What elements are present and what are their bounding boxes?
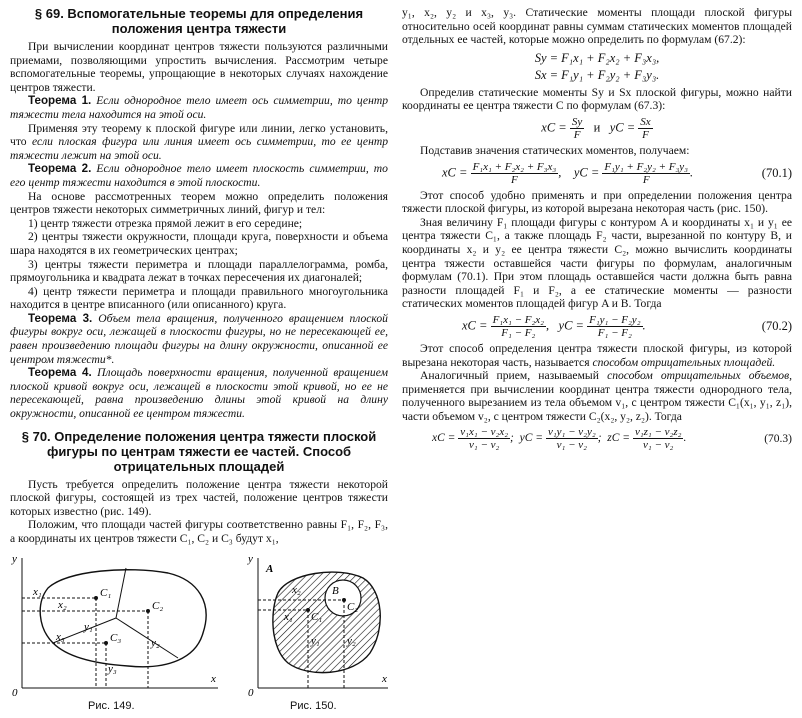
paragraph: y₁, x₂, y₂ и x₃, y₃. Статические моменты площади плоской фигуры относительно осей координат равны суммам статических моментов площадей отдельных ее частей, которые можно определить по формулам (67.2): xyxy=(402,6,792,47)
formula-lhs: yC = xyxy=(558,318,584,333)
fraction xyxy=(546,426,598,451)
denominator: F xyxy=(642,128,649,141)
formula-body: xC = $\frac{\text{F₁x₁ + F₂x₂ + F₃x₃}}{F}$ , yC = $\frac{\text{F₁y₁ + F₂y₂ + F₃y₃}}{F}$ . xyxy=(442,160,694,186)
numerator: Sx xyxy=(640,115,651,128)
fraction xyxy=(587,314,642,339)
formula-lhs: yC = xyxy=(573,164,600,179)
theorem-label: Теорема 3. xyxy=(28,311,93,325)
label-y2: y₂ xyxy=(347,635,356,647)
numerator: Sy xyxy=(571,115,583,128)
denominator: F xyxy=(511,173,518,186)
list-item: 2) центры тяжести окружности, площади круга, поверхности и объема шара находятся в их геометрических центрах; xyxy=(10,230,388,257)
list-item: 4) центр тяжести периметра и площади правильного многоугольника находится в центре вписанного (или описанного) круга. xyxy=(10,284,388,312)
paragraph: Положим, что площади частей фигуры соответственно равны F₁, F₂, F₃, а координаты их центров тяжести C₁, C₂ и C₃ будут x₁, xyxy=(10,518,388,545)
label-c1: C₁ xyxy=(100,587,112,599)
figure-149-drawing xyxy=(11,553,218,698)
paragraph xyxy=(402,369,792,423)
axis-label-y: y xyxy=(12,553,17,565)
text-span: Применяя эту теорему к плоской фигуре или линии, легко установить, что xyxy=(10,121,388,149)
paragraph xyxy=(10,122,388,163)
figures xyxy=(8,548,393,718)
paragraph xyxy=(402,342,792,369)
list-item: 1) центр тяжести отрезка прямой лежит в его середине; xyxy=(28,216,303,230)
text-span: Этот способ определения центра тяжести плоской фигуры, из которой вырезана некоторая часть, называется xyxy=(402,341,792,369)
label-y1: y₁ xyxy=(311,635,320,647)
text-span: Аналогичный прием, называемый xyxy=(420,369,599,383)
denominator: v₁ − v₂ xyxy=(643,439,674,452)
centroid-point xyxy=(94,596,98,600)
centroid-point xyxy=(342,598,346,602)
theorem-label: Теорема 1. xyxy=(28,94,92,108)
label-c2: C₂ xyxy=(347,601,359,613)
label-x2: x₂ xyxy=(292,584,301,596)
theorem-label: Теорема 2. xyxy=(28,162,92,176)
formula-lhs: yC = xyxy=(519,432,544,445)
numerator: F₁x₁ − F₂x₂ xyxy=(492,313,545,326)
axis-origin: 0 xyxy=(12,687,18,698)
theorem-1 xyxy=(10,94,388,121)
numerator: v₁z₁ − v₂z₂ xyxy=(634,426,682,439)
emphasis-span: если плоская фигура или линия имеет ось симметрии, то ее центр тяжести лежит на этой оси. xyxy=(10,135,388,162)
equation-number: (70.2) xyxy=(761,319,792,334)
centroid-point xyxy=(306,608,310,612)
axis-origin: 0 xyxy=(248,687,254,698)
axis-label-y: y xyxy=(248,553,253,565)
paragraph: Этот способ удобно применять и при определении положения центра тяжести плоской фигуры, из которой вырезана некоторая часть (рис. 150). xyxy=(402,188,792,216)
formula-lhs: yC = xyxy=(609,120,636,135)
text-span: применяется при вычислении координат центра тяжести однородного тела, полученного вырезанием из тела объемом v₁, с центром тяжести C₁(x₁, y₁, z₁), части объемом v₂, с центром тяжести C₂(x₂, y₂, z₂). Тогда xyxy=(402,382,792,423)
formula-70-2 xyxy=(402,314,792,339)
label-x1: x₁ xyxy=(33,586,42,598)
right-column xyxy=(402,6,792,454)
numerator: v₁x₁ − v₂x₂ xyxy=(460,426,509,439)
partition-line xyxy=(116,618,178,658)
numerator: v₁y₁ − v₂y₂ xyxy=(547,426,596,439)
paragraph: На основе рассмотренных теорем можно определить положения центров тяжести некоторых симметричных линий, фигур и тел: xyxy=(10,189,388,217)
formula-body: xC = $\frac{\text{v₁x₁ − v₂x₂}}{\text{v₁ − v₂}}$ ; yC = $\frac{\text{v₁y₁ − v₂y₂}}{\text{v₁ − v₂}}$ ; zC = $\frac{\text{v₁z₁ − v₂z₂}}{\text{v₁ − v₂}}$ . xyxy=(432,426,687,452)
denominator: F₁ − F₂ xyxy=(597,326,632,339)
theorem-label: Теорема 4. xyxy=(28,366,92,380)
caption-150: Рис. 150. xyxy=(290,700,337,712)
label-y3: y₃ xyxy=(108,663,117,675)
emphasis-span: способом отрицательных площадей. xyxy=(592,355,776,369)
fraction xyxy=(638,116,652,141)
numerator: F₁y₁ + F₂y₂ + F₃y₃ xyxy=(604,160,688,173)
axis-label-x: x xyxy=(211,673,216,685)
fraction xyxy=(491,314,546,339)
denominator: F xyxy=(573,128,581,141)
denominator: v₁ − v₂ xyxy=(556,439,587,452)
formula-67-2-b: Sx = F₁y₁ + F₂y₂ + F₃y₃. xyxy=(534,67,660,82)
formula-lhs: xC = xyxy=(462,318,488,333)
paragraph: Определив статические моменты Sy и Sx плоской фигуры, можно найти координаты ее центра тяжести C по формулам (67.3): xyxy=(402,85,792,113)
label-c1: C₁ xyxy=(311,611,323,623)
label-x2: x₂ xyxy=(58,599,67,611)
fraction xyxy=(633,426,684,451)
emphasis-span: способом отрицательных объемов, xyxy=(607,369,792,383)
equation-number: (70.3) xyxy=(764,432,792,445)
formula-lhs: xC = xyxy=(442,164,468,179)
paragraph: Пусть требуется определить положение центра тяжести некоторой плоской фигуры, состоящей из трех частей, положение центров тяжести которых известно (рис. 149). xyxy=(10,477,388,518)
numerator: F₁x₁ + F₂x₂ + F₃x₃ xyxy=(472,160,557,173)
label-x3: x₃ xyxy=(56,631,65,643)
theorem-3 xyxy=(10,312,388,366)
centroid-point xyxy=(104,641,108,645)
list-item: 3) центры тяжести периметра и площади параллелограмма, ромба, прямоугольника и квадрата лежат в точках пересечения их диагоналей; xyxy=(10,257,388,285)
numerator: F₁y₁ − F₂y₂ xyxy=(589,313,641,326)
fraction xyxy=(458,426,510,451)
label-y2: y₂ xyxy=(151,637,160,649)
formula-67-3 xyxy=(402,116,792,141)
denominator: v₁ − v₂ xyxy=(469,439,500,452)
formula-67-2-a: Sy = F₁x₁ + F₂x₂ + F₃x₃, xyxy=(534,50,660,65)
theorem-text: Площадь поверхности вращения, полученной вращением плоской кривой вокруг оси, лежащей в плоскости этой кривой, но ее не пересекающей, равна произведению длины этой кривой на длину окружности, описанной ее центром тяжести. xyxy=(10,366,388,421)
section-69-title: § 69. Вспомогательные теоремы для определения положения центра тяжести xyxy=(34,6,364,36)
paragraph: Подставив значения статических моментов, получаем: xyxy=(420,143,690,157)
fraction xyxy=(602,161,690,186)
label-x1: x₁ xyxy=(284,611,293,623)
caption-149: Рис. 149. xyxy=(88,700,135,712)
axis-label-x: x xyxy=(382,673,387,685)
section-70-title: § 70. Определение положения центра тяжести плоской фигуры по центрам тяжести ее частей. Способ отрицательных площадей xyxy=(21,428,377,474)
denominator: F₁ − F₂ xyxy=(501,326,536,339)
conjunction: и xyxy=(593,120,601,135)
theorem-text: Если однородное тело имеет ось симметрии, то центр тяжести тела находится на этой оси. xyxy=(10,94,388,121)
theorem-text: Объем тела вращения, полученного вращением плоской фигуры вокруг оси, лежащей в плоскости фигуры, но не пересекающей ее, равен произведению площади фигуры на длину окружности, описанной ее центром тяжести*. xyxy=(10,311,388,366)
label-a: A xyxy=(266,563,274,575)
formula-lhs: xC = xyxy=(541,120,567,135)
fraction xyxy=(471,161,559,186)
theorem-text: Если однородное тело имеет плоскость симметрии, то его центр тяжести находится в этой плоскости. xyxy=(10,162,388,189)
label-c3: C₃ xyxy=(110,632,122,644)
formula-lhs: xC = xyxy=(432,432,456,445)
theorem-2 xyxy=(10,162,388,189)
label-c2: C₂ xyxy=(152,600,164,612)
equation-number: (70.1) xyxy=(761,166,792,181)
denominator: F xyxy=(642,173,650,186)
label-b: B xyxy=(332,585,339,597)
formula-body: xC = $\frac{\text{F₁x₁ − F₂x₂}}{\text{F₁ − F₂}}$ , yC = $\frac{\text{F₁y₁ − F₂y₂}}{\text{F₁ − F₂}}$ . xyxy=(462,313,646,339)
figure-150-drawing xyxy=(247,553,388,698)
label-y1: y₁ xyxy=(84,621,93,633)
centroid-point xyxy=(146,609,150,613)
theorem-4 xyxy=(10,366,388,420)
fraction xyxy=(570,116,584,141)
figure-149-150 xyxy=(8,548,393,698)
formula-70-3 xyxy=(402,426,792,451)
formula-lhs: zC = xyxy=(607,432,631,445)
left-column xyxy=(10,6,388,546)
formula-70-1 xyxy=(402,161,792,186)
paragraph: При вычислении координат центров тяжести пользуются различными приемами, позволяющими упростить вычисления. Рассмотрим четыре вспомогательные теоремы, упрощающие в некоторых случаях нахождение центров тяжести. xyxy=(10,40,388,94)
paragraph: Зная величину F₁ площади фигуры с контуром A и координаты x₁ и y₁ ее центра тяжести C₁, а также площадь F₂ части, вырезанной по контуру B, и координаты x₂ и y₂ ее центра тяжести C₂, можно вычислить координаты центра тяжести оставшейся части фигуры по формулам, аналогичным формулам (70.1). При этом площадь оставшейся части должна быть равна разности площадей F₁ и F₂, а ее статические моменты — разности статических моментов площадей фигур A и B. Тогда xyxy=(402,215,792,311)
